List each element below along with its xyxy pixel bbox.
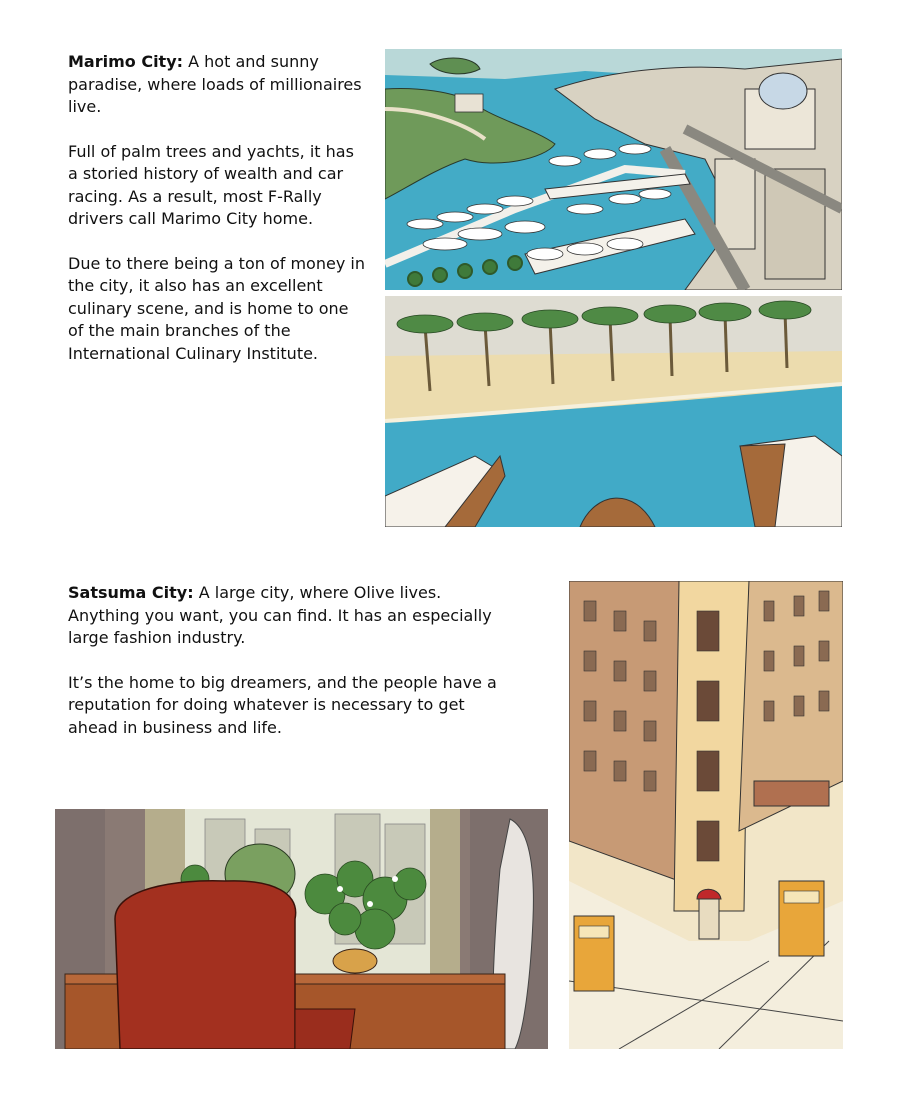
satsuma-paragraph-2: It’s the home to big dreamers, and the people have a reputation for doing whatever is necessary to get ahead in business and life. — [68, 672, 497, 737]
marimo-intro: A hot and sunny paradise, where loads of millionaires live. — [68, 52, 362, 116]
marimo-title: Marimo City: — [68, 52, 184, 71]
satsuma-title: Satsuma City: — [68, 583, 194, 602]
city-street-illustration — [569, 581, 843, 1049]
satsuma-description — [68, 582, 508, 761]
marimo-description — [68, 51, 368, 387]
marimo-paragraph-3: Due to there being a ton of money in the city, it also has an excellent culinary scene, and is home to one of the main branches of the International Culinary Institute. — [68, 253, 365, 363]
satsuma-intro: A large city, where Olive lives. Anything you want, you can find. It has an especially large fashion industry. — [68, 583, 492, 647]
marimo-paragraph-2: Full of palm trees and yachts, it has a storied history of wealth and car racing. As a result, most F-Rally drivers call Marimo City home. — [68, 141, 354, 228]
marimo-intro-paragraph — [68, 51, 368, 119]
office-window-illustration — [55, 809, 548, 1049]
satsuma-intro-paragraph — [68, 582, 508, 650]
harbor-illustration — [385, 49, 842, 290]
beach-illustration — [385, 296, 842, 527]
